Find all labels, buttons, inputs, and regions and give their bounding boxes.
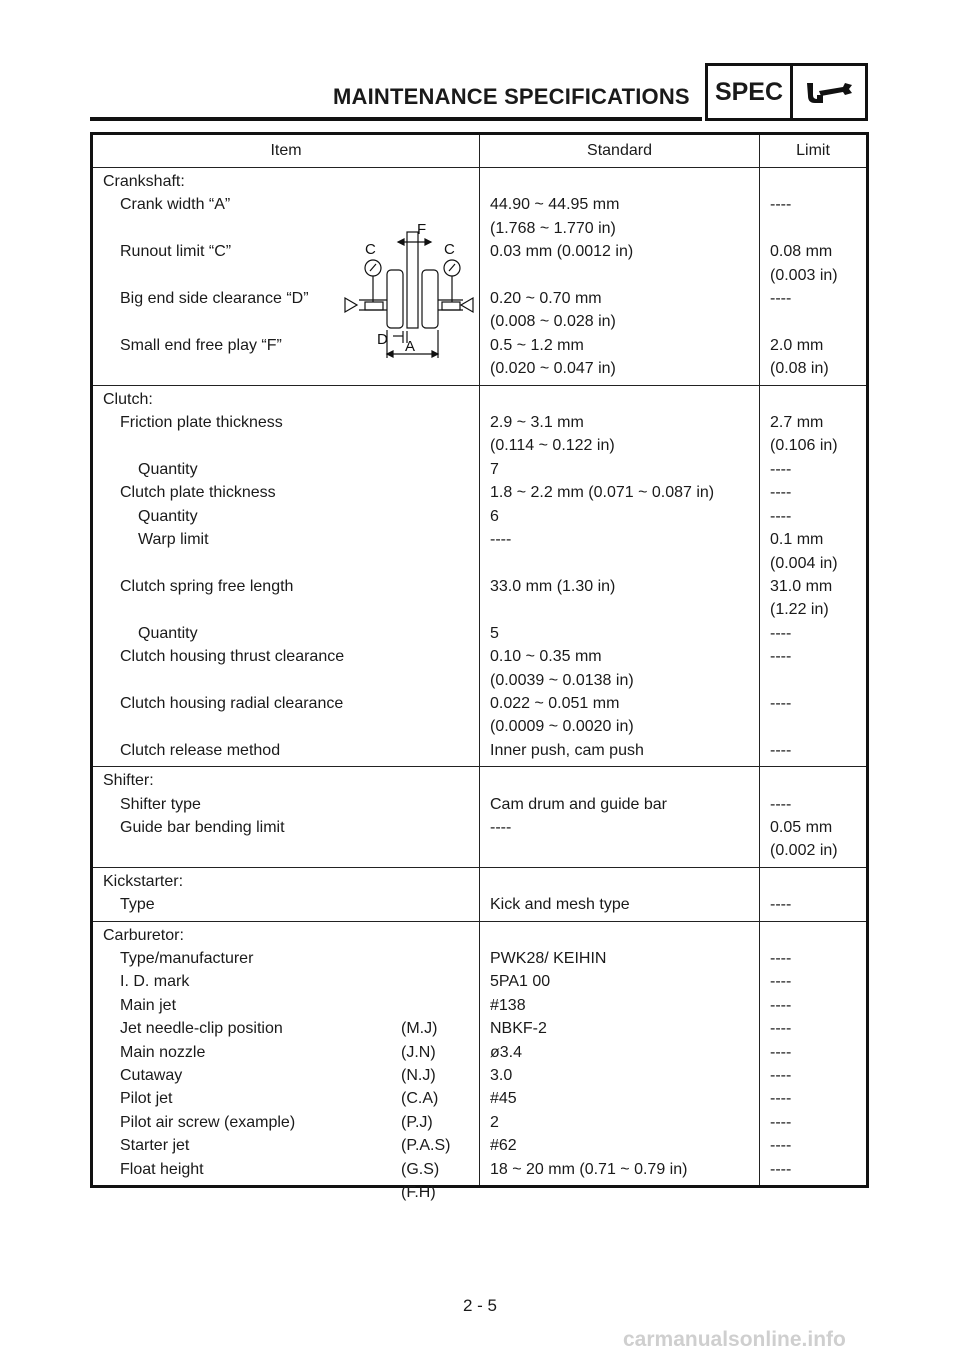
limit-value: ---- (770, 484, 792, 502)
section-heading: Crankshaft: (103, 173, 185, 190)
table-row-item (103, 1158, 479, 1202)
standard-value: #138 (490, 996, 526, 1014)
standard-value: 18 ~ 20 mm (0.71 ~ 0.79 in) (490, 1160, 688, 1178)
standard-value: (0.020 ~ 0.047 in) (490, 360, 616, 378)
table-row-item (103, 528, 479, 551)
limit-value: ---- (770, 950, 792, 967)
limit-value: 2.7 mm (770, 414, 824, 432)
item-label: Clutch plate thickness (120, 484, 276, 502)
spacer (103, 552, 479, 575)
label-c-right: C (444, 241, 455, 258)
limit-value: ---- (770, 795, 792, 813)
item-column (93, 922, 480, 1202)
limit-value: (0.08 in) (770, 360, 829, 378)
standard-value: (0.008 ~ 0.028 in) (490, 313, 616, 331)
table-row-item (103, 505, 479, 528)
item-label: Pilot air screw (example) (120, 1113, 296, 1131)
spec-badge: SPEC (705, 63, 793, 121)
standard-value: 44.90 ~ 44.95 mm (490, 196, 620, 214)
item-code: (P.J) (401, 1113, 433, 1131)
limit-column (760, 868, 866, 921)
spacer (490, 552, 759, 575)
limit-value: ---- (770, 694, 792, 712)
column-header-limit: Limit (796, 142, 830, 159)
section (93, 767, 866, 868)
table-row-item (103, 622, 479, 645)
spacer (103, 598, 479, 621)
limit-value: ---- (770, 896, 792, 914)
limit-value: ---- (770, 741, 792, 759)
limit-value: ---- (770, 1020, 792, 1038)
limit-value: ---- (770, 973, 792, 991)
limit-column (760, 767, 866, 867)
page-title: MAINTENANCE SPECIFICATIONS (333, 84, 690, 109)
table-row-item (103, 411, 479, 434)
item-label: Quantity (138, 460, 198, 478)
item-label: Runout limit “C” (120, 243, 232, 261)
item-label: Jet needle-clip position (120, 1020, 283, 1038)
limit-value: 0.1 mm (770, 531, 824, 549)
item-label: Float height (120, 1160, 204, 1178)
item-label: I. D. mark (120, 973, 190, 991)
standard-column (480, 922, 760, 1185)
limit-value: ---- (770, 1043, 792, 1061)
table-row-item (103, 481, 479, 504)
standard-value: (0.114 ~ 0.122 in) (490, 437, 615, 455)
column-header-item: Item (93, 135, 480, 167)
spec-table (90, 132, 869, 1202)
limit-value: (0.106 in) (770, 437, 838, 455)
spacer (770, 388, 866, 411)
spacer (490, 769, 759, 792)
item-column (93, 767, 480, 867)
limit-column (760, 922, 866, 1185)
spacer (770, 170, 866, 193)
label-c-left: C (365, 241, 376, 258)
limit-value: ---- (770, 196, 792, 214)
section-heading: Shifter: (103, 772, 154, 790)
spacer (770, 924, 866, 947)
spacer (770, 870, 866, 893)
wrench-icon (803, 77, 855, 107)
table-row-item (103, 645, 479, 668)
crankshaft-diagram-svg (343, 218, 475, 366)
item-code: (N.J) (401, 1067, 436, 1085)
standard-value: (1.768 ~ 1.770 in) (490, 219, 616, 237)
spacer (490, 598, 759, 621)
section (93, 168, 866, 386)
table-row-item (103, 970, 479, 993)
standard-value: #62 (490, 1137, 517, 1155)
limit-value: (0.003 in) (770, 266, 838, 284)
table-row-item (103, 816, 479, 839)
standard-value: 5PA1 00 (490, 973, 551, 991)
standard-value: (0.0039 ~ 0.0138 in) (490, 671, 634, 689)
limit-value: ---- (770, 460, 792, 478)
item-label: Clutch release method (120, 741, 281, 759)
item-column (93, 386, 480, 767)
spacer (770, 310, 866, 333)
standard-value: 0.022 ~ 0.051 mm (490, 694, 620, 712)
item-label: Clutch housing thrust clearance (120, 648, 345, 666)
label-f: F (417, 221, 427, 238)
spacer (490, 839, 759, 862)
standard-value: PWK28/ KEIHIN (490, 950, 607, 967)
limit-value: 31.0 mm (770, 577, 833, 595)
standard-value: ---- (490, 818, 512, 836)
page-number: 2 - 5 (462, 1296, 498, 1315)
wrench-icon-box (790, 63, 868, 121)
table-row-item (103, 793, 479, 816)
table-header (93, 135, 866, 168)
section-heading: Clutch: (103, 390, 153, 408)
spacer (103, 839, 479, 862)
limit-value: ---- (770, 996, 792, 1014)
section (93, 922, 866, 1202)
limit-value: (1.22 in) (770, 601, 829, 619)
item-label: Starter jet (120, 1137, 190, 1155)
item-code: (C.A) (401, 1090, 439, 1108)
limit-value: (0.002 in) (770, 842, 838, 860)
item-label: Crank width “A” (120, 196, 231, 214)
standard-value: 0.20 ~ 0.70 mm (490, 290, 602, 308)
spacer (103, 434, 479, 457)
limit-value: 0.08 mm (770, 243, 833, 261)
spacer (490, 924, 759, 947)
standard-value: (0.0009 ~ 0.0020 in) (490, 718, 634, 736)
standard-value: 1.8 ~ 2.2 mm (0.071 ~ 0.087 in) (490, 484, 715, 502)
standard-value: ø3.4 (490, 1043, 523, 1061)
item-code: (G.S) (401, 1160, 440, 1178)
limit-column (760, 386, 866, 767)
limit-value: ---- (770, 624, 792, 642)
limit-value: 2.0 mm (770, 336, 824, 354)
item-label: Clutch spring free length (120, 577, 294, 595)
item-label: Cutaway (120, 1067, 183, 1085)
spacer (770, 217, 866, 240)
label-d: D (377, 331, 388, 348)
limit-column (760, 168, 866, 385)
standard-value: 33.0 mm (1.30 in) (490, 577, 616, 595)
table-row-item (103, 692, 479, 715)
item-label: Pilot jet (120, 1090, 173, 1108)
standard-column (480, 386, 760, 767)
spacer (770, 669, 866, 692)
standard-value: 0.5 ~ 1.2 mm (490, 336, 584, 354)
standard-value: ---- (490, 531, 512, 549)
column-header-standard: Standard (480, 135, 760, 167)
spacer (490, 870, 759, 893)
item-label: Quantity (138, 624, 198, 642)
standard-column (480, 767, 760, 867)
section-heading: Carburetor: (103, 926, 184, 944)
section (93, 868, 866, 922)
limit-value: ---- (770, 290, 792, 308)
crankshaft-diagram (343, 218, 475, 371)
standard-column (480, 868, 760, 921)
limit-value: ---- (770, 1113, 792, 1131)
limit-value: 0.05 mm (770, 818, 833, 836)
standard-value: 2.9 ~ 3.1 mm (490, 414, 584, 432)
header-rule (90, 117, 702, 121)
standard-value: 7 (490, 460, 499, 478)
standard-value: NBKF-2 (490, 1020, 547, 1038)
item-label: Main jet (120, 996, 177, 1014)
table-row-item (103, 739, 479, 762)
spacer (103, 669, 479, 692)
spacer (770, 715, 866, 738)
item-label: Main nozzle (120, 1043, 206, 1061)
standard-value: 2 (490, 1113, 499, 1131)
standard-value: Cam drum and guide bar (490, 795, 667, 813)
standard-value: Inner push, cam push (490, 741, 644, 759)
spacer (103, 715, 479, 738)
standard-value: 0.10 ~ 0.35 mm (490, 648, 602, 666)
table-row-item (103, 947, 479, 970)
section (93, 386, 866, 768)
item-code: (P.A.S) (401, 1137, 451, 1155)
limit-value: ---- (770, 1067, 792, 1085)
table-row-item (103, 893, 479, 916)
spacer (770, 769, 866, 792)
limit-value: ---- (770, 1090, 792, 1108)
section-heading: Kickstarter: (103, 872, 184, 890)
spacer (490, 388, 759, 411)
item-label: Quantity (138, 507, 198, 525)
standard-value: #45 (490, 1090, 517, 1108)
limit-value: ---- (770, 1160, 792, 1178)
table-row-item (103, 458, 479, 481)
item-code: (J.N) (401, 1043, 436, 1061)
item-code: (M.J) (401, 1020, 438, 1038)
standard-value: 6 (490, 507, 499, 525)
limit-value: ---- (770, 1137, 792, 1155)
item-label: Clutch housing radial clearance (120, 694, 344, 712)
standard-value: 5 (490, 624, 499, 642)
standard-value: 3.0 (490, 1067, 513, 1085)
item-label: Friction plate thickness (120, 414, 283, 432)
spacer (490, 264, 759, 287)
item-label: Type (120, 896, 155, 914)
limit-value: ---- (770, 507, 792, 525)
spacer (490, 170, 759, 193)
label-a: A (405, 338, 416, 355)
item-label: Warp limit (138, 531, 209, 549)
item-label: Big end side clearance “D” (120, 290, 309, 308)
standard-value: 0.03 mm (0.0012 in) (490, 243, 634, 261)
watermark: carmanualsonline.info (623, 1328, 846, 1351)
limit-value: ---- (770, 648, 792, 666)
table-row-item (103, 575, 479, 598)
item-label: Guide bar bending limit (120, 818, 285, 836)
item-code: (F.H) (401, 1184, 436, 1202)
item-label: Small end free play “F” (120, 336, 282, 354)
item-label: Type/manufacturer (120, 950, 254, 967)
item-label: Shifter type (120, 795, 201, 813)
table-row-item (103, 193, 479, 216)
item-column (93, 868, 480, 921)
limit-value: (0.004 in) (770, 554, 838, 572)
standard-value: Kick and mesh type (490, 896, 630, 914)
standard-column (480, 168, 760, 385)
